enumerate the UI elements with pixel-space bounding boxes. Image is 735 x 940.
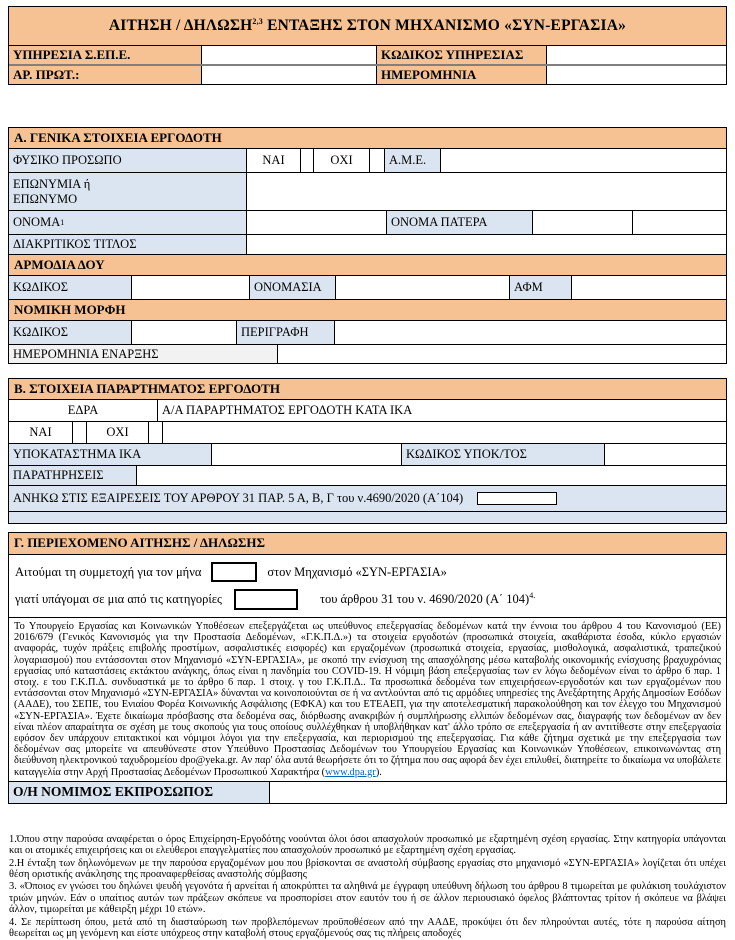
legal-code-input[interactable]	[131, 321, 236, 344]
gdpr-text-2: . Αν παρ' όλα αυτά θεωρήσετε ότι το ζήτημα που σας αφορά δεν έχει επιλυθεί, διατηρείτε το δικαίωμα να υποβάλετε καταγγελία στην Αρχή Προστασίας Δεδομένων Προσωπικού Χαρακτήρα (	[14, 755, 721, 778]
category-input-box[interactable]	[234, 589, 298, 610]
form-title	[109, 17, 626, 35]
afm-label: ΑΦΜ	[509, 276, 571, 299]
doy-header: ΑΡΜΟΔΙΑ ΔΟΥ	[9, 254, 726, 275]
row-company-name	[9, 172, 726, 210]
branch-serial-input[interactable]	[162, 422, 726, 443]
doy-code-input[interactable]	[131, 276, 249, 299]
section-b-table	[8, 378, 727, 524]
distinctive-title-input[interactable]	[246, 235, 726, 254]
hq-no-label: ΟΧΙ	[86, 422, 148, 443]
request-line1-text: Αιτούμαι τη συμμετοχή για τον μήνα	[15, 564, 202, 579]
service-label: ΥΠΗΡΕΣΙΑ Σ.ΕΠ.Ε.	[9, 46, 201, 64]
row-empty-blue	[9, 511, 726, 523]
physical-no-label: ΟΧΙ	[313, 149, 369, 172]
row-doy	[9, 275, 726, 299]
row-legal-rep	[9, 781, 726, 803]
ika-branch-label: ΥΠΟΚΑΤΑΣΤΗΜΑ ΙΚΑ	[9, 444, 211, 465]
start-date-input[interactable]	[277, 345, 726, 363]
section-a-header: Α. ΓΕΝΙΚΑ ΣΤΟΙΧΕΙΑ ΕΡΓΟΔΟΤΗ	[9, 128, 726, 148]
title-footnote-ref: 2,3	[252, 16, 264, 26]
spacer	[8, 364, 727, 378]
ame-input[interactable]	[440, 149, 726, 172]
row-request	[9, 554, 726, 617]
physical-yes-label: ΝΑΙ	[246, 149, 300, 172]
father-name-input[interactable]	[532, 211, 632, 234]
gdpr-text-1: Το Υπουργείο Εργασίας και Κοινωνικών Υποθέσεων επεξεργάζεται ως υπεύθυνος επεξεργασίας δεδομένων κατά την έννοια του άρθρου 4 του Κανονισμού (ΕΕ) 2016/679 (Γενικός Κανονισμός για την Προστασία Δεδομένων, «Γ.Κ.Π.Δ.») τα στοιχεία εργοδοτών (προσωπικά στοιχεία, ακαθάριστα έσοδα, κύκλο εργασιών αναφοράς, τυχόν πράξεις επιβολής προστίμων, ασφαλιστικές εισφορές) και εργαζομένων (προσωπικά στοιχεία, εργασίας, μισθολογικά, ασφαλιστικά, τραπεζικού λογαριασμού) που εντάσσονται στον Μηχανισμό «ΣΥΝ-ΕΡΓΑΣΙΑ», με σκοπό την ενίσχυση της απασχόλησης μέσω καταβολής οικονομικής ενίσχυσης βραχυχρόνιας εργασίας υπό καταστάσεις εκτάκτου ανάγκης, όπως είναι η πανδημία του COVID-19. Η νόμιμη βάση επεξεργασίας των εν λόγω δεδομένων είναι το άρθρο 6 παρ. 1 στοιχ. ε του Γ.Κ.Π.Δ. συνδυαστικά με το άρθρο 6 παρ. 1 στοιχ. γ του Γ.Κ.Π.Δ.. Τα προσωπικά δεδομένα των επιχειρήσεων-εργοδοτών και των εργαζομένων που εντάσσονται στον Μηχανισμό «ΣΥΝ-ΕΡΓΑΣΙΑ» δύνανται να κοινοποιούνται σε ή να αντλούνται από τις αρμόδιες υπηρεσίες της Ανεξάρτητης Αρχής Δημοσίων Εσόδων (ΑΑΔΕ), του ΣΕΠΕ, του Ενιαίου Φορέα Κοινωνικής Ασφάλισης (ΕΦΚΑ) και του ΕΤΕΑΕΠ, για την αποτελεσματική παρακολούθηση και τον έλεγχο του Μηχανισμού «ΣΥΝ-ΕΡΓΑΣΙΑ». Έχετε δικαίωμα πρόσβασης στα δεδομένα σας, διόρθωσης ανακριβών ή συμπλήρωσης ελλιπών δεδομένων σας, διαγραφής των δεδομένων αν δεν είναι πλέον απαραίτητα σε σχέση με τους σκοπούς για τους οποίους συλλέχθηκαν ή υποβλήθηκαν κατ' άλλο τρόπο σε επεξεργασία ή αν αντιτίθεστε στην επεξεργασία εφόσον δεν υπάρχουν επιτακτικοί και νόμιμοι λόγοι για την επεξεργασία, και περιορισμού της επεξεργασίας. Για κάθε ζήτημα σχετικά με την επεξεργασία των δεδομένων σας μπορείτε να απευθύνεστε στον Υπεύθυνο Προστασίας Δεδομένων του Υπουργείου Εργασίας και Κοινωνικών Υποθέσεων, επικοινωνώντας στη διεύθυνση ηλεκτρονικού ταχυδρομείου	[14, 621, 721, 767]
row-ika-branch	[9, 443, 726, 465]
remarks-input[interactable]	[136, 466, 726, 485]
exceptions-label: ΑΝΗΚΩ ΣΤΙΣ ΕΞΑΙΡΕΣΕΙΣ ΤΟΥ ΑΡΘΡΟΥ 31 ΠΑΡ. 5 Α, Β, Γ του ν.4690/2020 (Α΄104)	[13, 491, 464, 505]
headquarters-label: ΕΔΡΑ	[9, 400, 157, 421]
service-input[interactable]	[201, 46, 376, 64]
gdpr-paragraph	[9, 618, 726, 781]
physical-no-checkbox[interactable]	[369, 149, 384, 172]
legal-description-label: ΠΕΡΙΓΡΑΦΗ	[236, 321, 334, 344]
first-name-label: ΟΝΟΜΑ 1	[9, 211, 246, 234]
section-c-table	[8, 532, 727, 804]
doy-code-label: ΚΩΔΙΚΟΣ	[9, 276, 131, 299]
branch-code-input[interactable]	[604, 444, 726, 465]
date-input[interactable]	[546, 66, 726, 84]
exceptions-cell	[9, 486, 726, 511]
hq-yes-label: ΝΑΙ	[9, 422, 72, 443]
company-name-label	[9, 173, 246, 210]
remarks-label: ΠΑΡΑΤΗΡΗΣΕΙΣ	[9, 466, 136, 485]
row-exceptions	[9, 485, 726, 511]
physical-yes-checkbox[interactable]	[300, 149, 313, 172]
footnote-2: 2.Η ένταξη των δηλωνόμενων με την παρούσα εργαζομένων μου που βρίσκονται σε αναστολή σύμβασης εργασίας στο μηχανισμό «ΣΥΝ-ΕΡΓΑΣΙΑ» λογίζεται ότι υπέχει θέση οριστικής ανάκλησης της προαναφερθείσας αναστολής σύμβασης	[9, 857, 726, 881]
spacer	[8, 524, 727, 532]
row-distinctive-title	[9, 234, 726, 254]
protocol-input[interactable]	[201, 66, 376, 84]
request-line-1	[15, 559, 720, 585]
request-line1-text-after: στον Μηχανισμό «ΣΥΝ-ΕΡΓΑΣΙΑ»	[267, 564, 447, 579]
row-start-date	[9, 344, 726, 363]
service-code-input[interactable]	[546, 46, 726, 64]
row-remarks	[9, 465, 726, 485]
exceptions-checkbox[interactable]	[477, 492, 557, 505]
branch-serial-label: Α/Α ΠΑΡΑΡΤΗΜΑΤΟΣ ΕΡΓΟΔΟΤΗ ΚΑΤΑ ΙΚΑ	[157, 400, 726, 421]
request-line2-law-text: του άρθρου 31 του ν. 4690/2020 (Α΄ 104)	[319, 591, 530, 606]
dpa-link[interactable]: www.dpa.gr	[325, 766, 376, 778]
legal-rep-label: Ο/Η ΝΟΜΙΜΟΣ ΕΚΠΡΟΣΩΠΟΣ	[9, 782, 269, 803]
row-first-name	[9, 210, 726, 234]
form-title-row	[9, 7, 726, 45]
legal-form-header: ΝΟΜΙΚΗ ΜΟΡΦΗ	[9, 299, 726, 320]
month-input-box[interactable]	[211, 562, 257, 582]
footnote-4: 4. Σε περίπτωση όπου, μετά από τη διασταύρωση των προβλεπόμενων προϋποθέσεων από την ΑΑΔΕ, προκύψει ότι δεν πληρούνται αυτές, τότε η παρούσα αίτηση θεωρείται ως μη γενόμενη και είστε υπόχρεος στην καταβολή στους εργαζόμενούς σας τις πλήρεις αποδοχές	[9, 916, 726, 940]
gdpr-email: dpo@yeka.gr	[180, 755, 236, 767]
legal-rep-input[interactable]	[269, 782, 726, 803]
row-gdpr	[9, 617, 726, 781]
hq-yes-checkbox[interactable]	[72, 422, 86, 443]
ame-label: Α.Μ.Ε.	[384, 149, 440, 172]
gdpr-text-3: ).	[375, 766, 382, 778]
request-line-2	[15, 585, 720, 613]
form-title-rest: ΕΝΤΑΞΗΣ ΣΤΟΝ ΜΗΧΑΝΙΣΜΟ «ΣΥΝ-ΕΡΓΑΣΙΑ»	[263, 17, 627, 34]
top-row-service	[9, 45, 726, 64]
protocol-label: ΑΡ. ΠΡΩΤ.:	[9, 66, 201, 84]
section-b-header: Β. ΣΤΟΙΧΕΙΑ ΠΑΡΑΡΤΗΜΑΤΟΣ ΕΡΓΟΔΟΤΗ	[9, 379, 726, 399]
company-name-input[interactable]	[246, 173, 726, 210]
footnote-1: 1.Όπου στην παρούσα αναφέρεται ο όρος Επιχείρηση-Εργοδότης νοούνται όλοι όσοι απασχολούν προσωπικό με εξαρτημένη σχέση εργασίας. Στην κατηγορία υπάγονται και οι ατομικές επιχειρήσεις και οι ελεύθεροι επαγγελματίες που απασχολούν προσωπικό με εξαρτημένη σχέση εργασίας.	[9, 833, 726, 857]
footnotes-block	[8, 834, 727, 940]
row-physical-person	[9, 148, 726, 172]
request-line2-footnote-ref: 4.	[529, 590, 536, 600]
row-hq-yes-no	[9, 421, 726, 443]
distinctive-title-label: ΔΙΑΚΡΙΤΙΚΟΣ ΤΙΤΛΟΣ	[9, 235, 246, 254]
company-name-line1: ΕΠΩΝΥΜΙΑ ή	[13, 176, 91, 191]
physical-person-label: ΦΥΣΙΚΟ ΠΡΟΣΩΠΟ	[9, 149, 246, 172]
doy-name-label: ΟΝΟΜΑΣΙΑ	[249, 276, 335, 299]
father-name-label: ΟΝΟΜΑ ΠΑΤΕΡΑ	[386, 211, 532, 234]
top-header-table	[8, 6, 727, 85]
legal-code-label: ΚΩΔΙΚΟΣ	[9, 321, 131, 344]
date-label: ΗΜΕΡΟΜΗΝΙΑ	[376, 66, 546, 84]
ika-branch-input[interactable]	[211, 444, 401, 465]
section-a-table	[8, 127, 727, 364]
top-row-protocol	[9, 64, 726, 84]
afm-input[interactable]	[571, 276, 726, 299]
footnote-3: 3. «Όποιος εν γνώσει του δηλώνει ψευδή γεγονότα ή αρνείται ή αποκρύπτει τα αληθινά με έγγραφη υπεύθυνη δήλωση του άρθρου 8 τιμωρείται με φυλάκιση τουλάχιστον τριών μηνών. Εάν ο υπαίτιος αυτών των πράξεων σκόπευε να προσπορίσει στον εαυτόν του ή σε άλλον περιουσιακό όφελος βλάπτοντας τρίτον ή σκόπευε να βλάψει άλλον, τιμωρείται με κάθειρξη μέχρι 10 ετών».	[9, 881, 726, 916]
section-c-header: Γ. ΠΕΡΙΕΧΟΜΕΝΟ ΑΙΤΗΣΗΣ / ΔΗΛΩΣΗΣ	[9, 533, 726, 554]
row-headquarters	[9, 399, 726, 421]
row-legal-form	[9, 320, 726, 344]
request-line2-text: γιατί υπάγομαι σε μια από τις κατηγορίες	[15, 591, 222, 606]
hq-no-checkbox[interactable]	[148, 422, 162, 443]
first-name-input[interactable]	[246, 211, 386, 234]
service-code-label: ΚΩΔΙΚΟΣ ΥΠΗΡΕΣΙΑΣ	[376, 46, 546, 64]
spacer	[8, 804, 727, 834]
company-name-line2: ΕΠΩΝΥΜΟ	[13, 191, 78, 206]
request-cell	[9, 555, 726, 617]
request-line2-text-after	[320, 592, 535, 607]
start-date-label: ΗΜΕΡΟΜΗΝΙΑ ΕΝΑΡΞΗΣ	[9, 345, 277, 363]
first-name-text: ΟΝΟΜΑ	[13, 215, 61, 229]
legal-description-input[interactable]	[334, 321, 726, 344]
spacer	[8, 85, 727, 127]
doy-name-input[interactable]	[335, 276, 509, 299]
branch-code-label: ΚΩΔΙΚΟΣ ΥΠΟΚ/ΤΟΣ	[401, 444, 604, 465]
father-name-input-2[interactable]	[632, 211, 726, 234]
form-title-main: ΑΙΤΗΣΗ / ΔΗΛΩΣΗ	[108, 17, 253, 34]
